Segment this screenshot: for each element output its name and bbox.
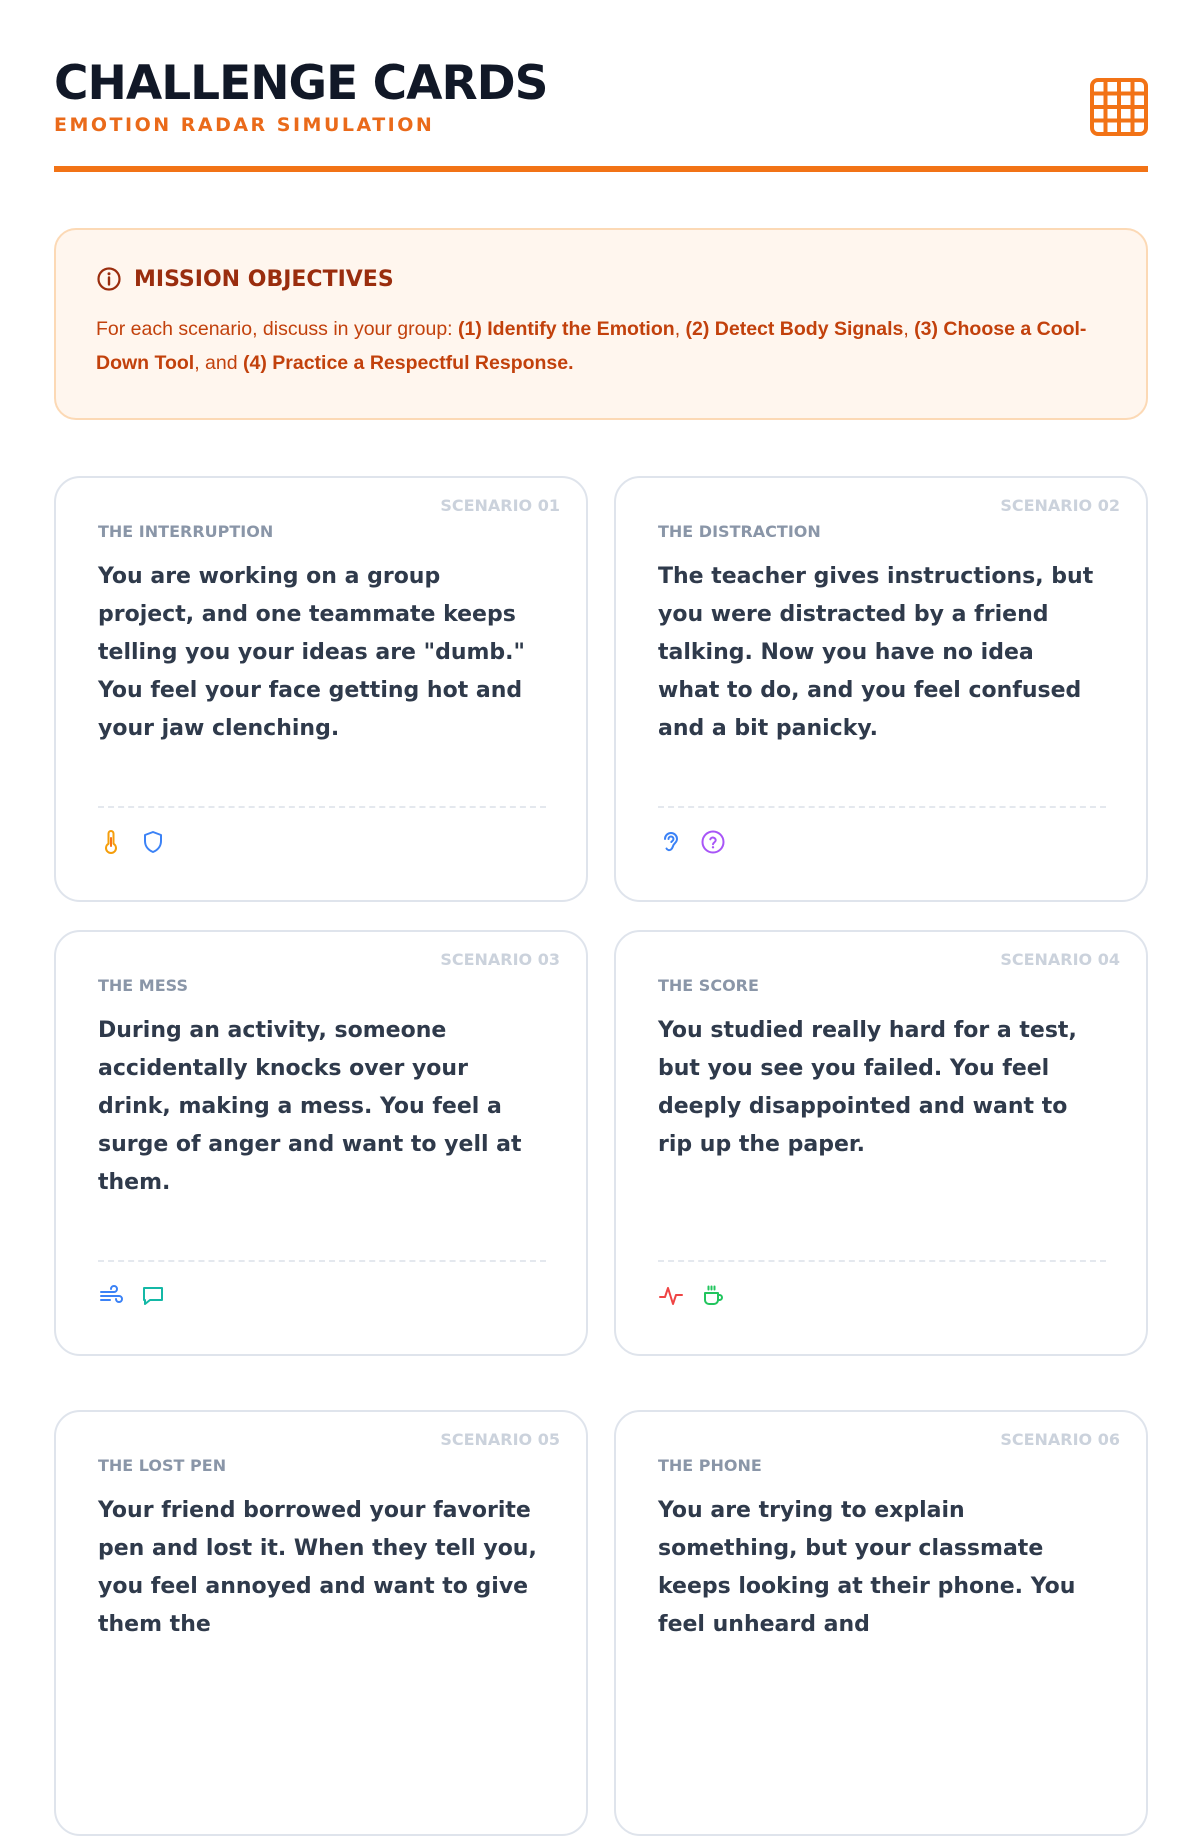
objective-item: (1) Identify the Emotion	[458, 318, 675, 340]
scenario-text: During an activity, someone accidentally knocks over your drink, making a mess. You feel a surge of anger and want to yell at them.	[98, 1018, 522, 1195]
card-icons	[658, 829, 726, 855]
thermometer-icon	[98, 829, 124, 855]
card-icons	[658, 1283, 726, 1309]
mission-objectives-panel	[54, 228, 1148, 420]
objective-item: (3) Choose a Cool-Down Tool	[96, 318, 1087, 374]
scenario-title: THE LOST PEN	[98, 1456, 227, 1475]
objective-separator: ,	[674, 318, 686, 340]
scenario-card[interactable]	[54, 1410, 588, 1836]
question-circle-icon	[700, 829, 726, 855]
scenario-text: You are working on a group project, and one teammate keeps telling you your ideas are "dumb." You feel your face getting hot and your jaw clenching.	[98, 564, 525, 741]
scenario-text: The teacher gives instructions, but you were distracted by a friend talking. Now you have no idea what to do, and you feel confused and a bit panicky.	[658, 564, 1094, 741]
scenario-text: You studied really hard for a test, but you see you failed. You feel deeply disappointed and want to rip up the paper.	[658, 1018, 1077, 1157]
scenario-title: THE SCORE	[658, 976, 759, 995]
scenario-title: THE INTERRUPTION	[98, 522, 274, 541]
card-icons	[98, 1283, 166, 1309]
objective-separator: ,	[903, 318, 915, 340]
objectives-title: MISSION OBJECTIVES	[134, 266, 394, 292]
card-divider	[658, 1260, 1106, 1262]
speech-bubble-icon	[140, 1283, 166, 1309]
scenario-text: You are trying to explain something, but your classmate keeps looking at their phone. You feel unheard and	[658, 1498, 1076, 1637]
shield-icon	[140, 829, 166, 855]
scenario-card[interactable]	[614, 930, 1148, 1356]
scenario-title: THE DISTRACTION	[658, 522, 821, 541]
card-divider	[98, 1260, 546, 1262]
scenario-number: SCENARIO 01	[440, 496, 560, 515]
scenario-card[interactable]	[614, 1410, 1148, 1836]
scenario-title: THE PHONE	[658, 1456, 762, 1475]
pulse-icon	[658, 1283, 684, 1309]
objective-item: (2) Detect Body Signals	[685, 318, 904, 340]
objective-separator: , and	[194, 352, 243, 374]
grid-icon[interactable]	[1090, 78, 1148, 136]
page-header	[54, 56, 1148, 174]
scenario-title: THE MESS	[98, 976, 188, 995]
scenario-number: SCENARIO 05	[440, 1430, 560, 1449]
scenario-number: SCENARIO 03	[440, 950, 560, 969]
scenario-number: SCENARIO 02	[1000, 496, 1120, 515]
objectives-intro: For each scenario, discuss in your group:	[96, 318, 459, 340]
card-divider	[658, 806, 1106, 808]
scenario-card[interactable]	[54, 476, 588, 902]
page-subtitle: EMOTION RADAR SIMULATION	[54, 114, 435, 136]
scenario-number: SCENARIO 04	[1000, 950, 1120, 969]
wind-icon	[98, 1283, 124, 1309]
scenario-card[interactable]	[614, 476, 1148, 902]
card-divider	[98, 806, 546, 808]
page-title: CHALLENGE CARDS	[54, 56, 548, 111]
scenario-card[interactable]	[54, 930, 588, 1356]
header-divider	[54, 166, 1148, 172]
coffee-cup-icon	[700, 1283, 726, 1309]
scenario-number: SCENARIO 06	[1000, 1430, 1120, 1449]
objectives-heading	[96, 266, 1106, 292]
ear-icon	[658, 829, 684, 855]
info-icon	[96, 266, 122, 292]
objectives-text	[96, 312, 1106, 380]
objective-item: (4) Practice a Respectful Response.	[243, 352, 574, 374]
card-icons	[98, 829, 166, 855]
scenario-text: Your friend borrowed your favorite pen and lost it. When they tell you, you feel annoyed and want to give them the	[98, 1498, 537, 1637]
